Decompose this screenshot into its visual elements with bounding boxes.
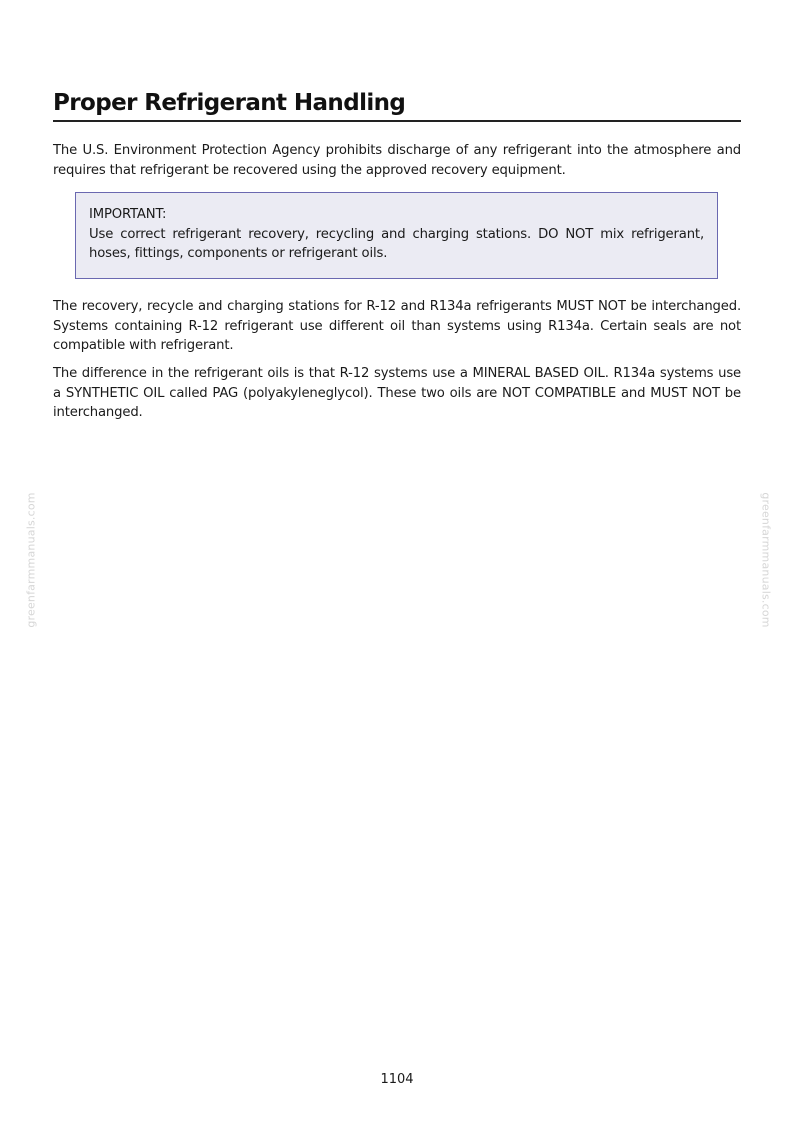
page-title: Proper Refrigerant Handling	[53, 86, 741, 122]
important-text: Use correct refrigerant recovery, recycling and charging stations. DO NOT mix refrigerant, hoses, fittings, components or refrigerant oils.	[89, 226, 704, 261]
page-number: 1104	[380, 1072, 414, 1087]
oils-paragraph: The difference in the refrigerant oils is that R-12 systems use a MINERAL BASED OIL. R134a systems use a SYNTHETIC OIL called PAG (polyakyleneglycol). These two oils are NOT COMPATIBLE and MUST NOT be interchanged.	[53, 366, 741, 420]
important-notice-box	[75, 192, 718, 279]
important-label: IMPORTANT:	[89, 207, 167, 222]
stations-paragraph: The recovery, recycle and charging stations for R-12 and R134a refrigerants MUST NOT be interchanged. Systems containing R-12 refrigerant use different oil than systems using R134a. Certain seals are not compatible with refrigerant.	[53, 299, 741, 353]
intro-paragraph: The U.S. Environment Protection Agency prohibits discharge of any refrigerant into the atmosphere and requires that refrigerant be recovered using the approved recovery equipment.	[53, 143, 741, 178]
watermark-right: greenfarmmanuals.com	[759, 492, 773, 628]
watermark-left: greenfarmmanuals.com	[24, 492, 38, 628]
